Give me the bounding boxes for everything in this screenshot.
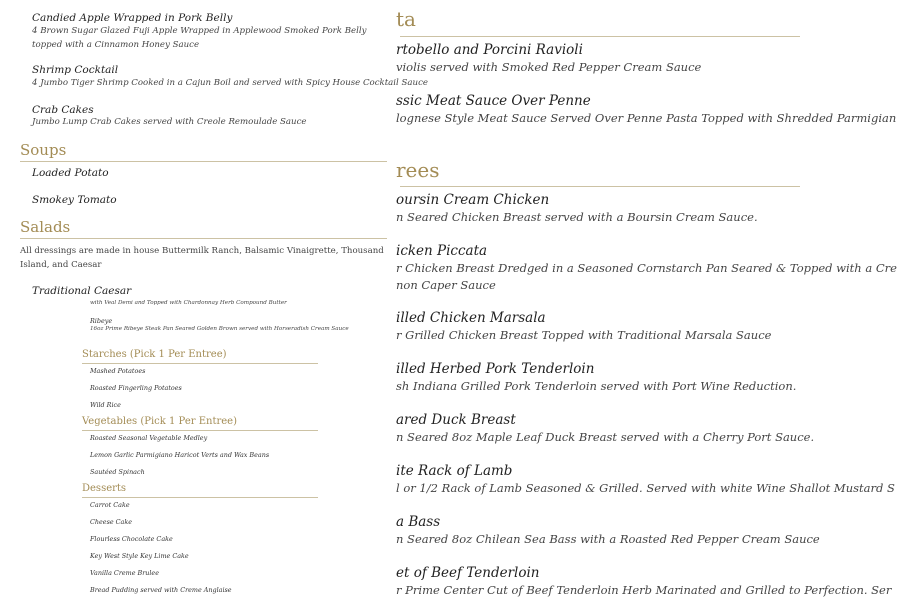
entree-title-4: illed Herbed Pork Tenderloin <box>396 361 595 377</box>
salads-divider <box>20 238 387 239</box>
starches-divider <box>82 363 318 364</box>
salad-item-1: Traditional Caesar <box>32 285 132 297</box>
starch-item-3: Wild Rice <box>90 401 121 409</box>
right-menu-panel <box>396 0 897 600</box>
vegetables-divider <box>82 430 318 431</box>
entree-title-6: ite Rack of Lamb <box>396 463 513 479</box>
appetizer-desc-1: 4 Brown Sugar Glazed Fuji Apple Wrapped in Applewood Smoked Pork Belly topped with a Cinnamon Honey Sauce <box>32 26 367 50</box>
desserts-divider <box>82 497 318 498</box>
ribeye-desc: 16oz Prime Ribeye Steak Pan Seared Golden Brown served with Horseradish Cream Sauce <box>90 326 349 332</box>
soups-divider <box>20 161 387 162</box>
entrees-heading: rees <box>396 158 440 182</box>
salads-note: All dressings are made in house Buttermilk Ranch, Balsamic Vinaigrette, Thousand Island, and Caesar <box>20 246 384 270</box>
ribeye-title: Ribeye <box>90 317 113 325</box>
vegetable-item-3: Sautéed Spinach <box>90 468 145 476</box>
dessert-item-6: Bread Pudding served with Creme Anglaise <box>90 586 232 594</box>
dessert-item-3: Flourless Chocolate Cake <box>90 535 173 543</box>
starches-heading: Starches (Pick 1 Per Entree) <box>82 349 227 360</box>
dessert-item-1: Carrot Cake <box>90 501 130 509</box>
appetizer-title-3: Crab Cakes <box>32 104 94 116</box>
starch-item-1: Mashed Potatoes <box>90 367 146 375</box>
appetizer-desc-3: Jumbo Lump Crab Cakes served with Creole Remoulade Sauce <box>32 117 307 127</box>
entree-desc-5: n Seared 8oz Maple Leaf Duck Breast served with a Cherry Port Sauce. <box>396 430 815 444</box>
entree-desc-4: sh Indiana Grilled Pork Tenderloin served with Port Wine Reduction. <box>396 379 797 393</box>
entree-title-8: et of Beef Tenderloin <box>396 565 540 581</box>
dessert-item-2: Cheese Cake <box>90 518 133 526</box>
entrees-divider <box>400 186 800 187</box>
entree-desc-1: n Seared Chicken Breast served with a Boursin Cream Sauce. <box>396 210 758 224</box>
appetizer-title-2: Shrimp Cocktail <box>32 64 119 76</box>
entree-desc-2: r Chicken Breast Dredged in a Seasoned Cornstarch Pan Seared & Topped with a Cre <box>396 261 897 275</box>
appetizer-title-1: Candied Apple Wrapped in Pork Belly <box>32 12 233 24</box>
pasta-divider <box>400 36 800 37</box>
entree-desc-2-cont: non Caper Sauce <box>396 278 496 292</box>
entree-title-5: ared Duck Breast <box>396 412 516 428</box>
vegetable-item-1: Roasted Seasonal Vegetable Medley <box>90 434 208 442</box>
dessert-item-4: Key West Style Key Lime Cake <box>90 552 189 560</box>
entree-desc-snippet: with Veal Demi and Topped with Chardonnay Herb Compound Butter <box>90 300 287 306</box>
pasta-heading: ta <box>396 7 416 31</box>
pasta-desc-2: lognese Style Meat Sauce Served Over Penne Pasta Topped with Shredded Parmigian <box>396 111 897 125</box>
appetizer-desc-2: 4 Jumbo Tiger Shrimp Cooked in a Cajun Boil and served with Spicy House Cocktail Sauce <box>32 78 428 88</box>
entree-desc-8: r Prime Center Cut of Beef Tenderloin Herb Marinated and Grilled to Perfection. Ser <box>396 583 892 597</box>
vegetables-heading: Vegetables (Pick 1 Per Entree) <box>82 416 237 427</box>
entree-title-2: icken Piccata <box>396 243 488 259</box>
pasta-desc-1: violis served with Smoked Red Pepper Cream Sauce <box>396 60 702 74</box>
desserts-heading: Desserts <box>82 483 127 494</box>
pasta-title-2: ssic Meat Sauce Over Penne <box>396 93 591 109</box>
entree-desc-6: l or 1/2 Rack of Lamb Seasoned & Grilled. Served with white Wine Shallot Mustard S <box>396 481 895 495</box>
soup-item-2: Smokey Tomato <box>32 194 117 206</box>
entree-desc-3: r Grilled Chicken Breast Topped with Traditional Marsala Sauce <box>396 328 772 342</box>
starch-item-2: Roasted Fingerling Potatoes <box>90 384 182 392</box>
vegetable-item-2: Lemon Garlic Parmigiano Haricot Verts and Wax Beans <box>90 451 270 459</box>
entree-title-3: illed Chicken Marsala <box>396 310 546 326</box>
soup-item-1: Loaded Potato <box>32 167 109 179</box>
entree-title-7: a Bass <box>396 514 441 530</box>
salads-heading: Salads <box>20 218 71 236</box>
pasta-title-1: rtobello and Porcini Ravioli <box>396 42 583 58</box>
dessert-item-5: Vanilla Creme Brulee <box>90 569 160 577</box>
entree-title-1: oursin Cream Chicken <box>396 192 550 208</box>
soups-heading: Soups <box>20 141 67 159</box>
entree-desc-7: n Seared 8oz Chilean Sea Bass with a Roasted Red Pepper Cream Sauce <box>396 532 820 546</box>
